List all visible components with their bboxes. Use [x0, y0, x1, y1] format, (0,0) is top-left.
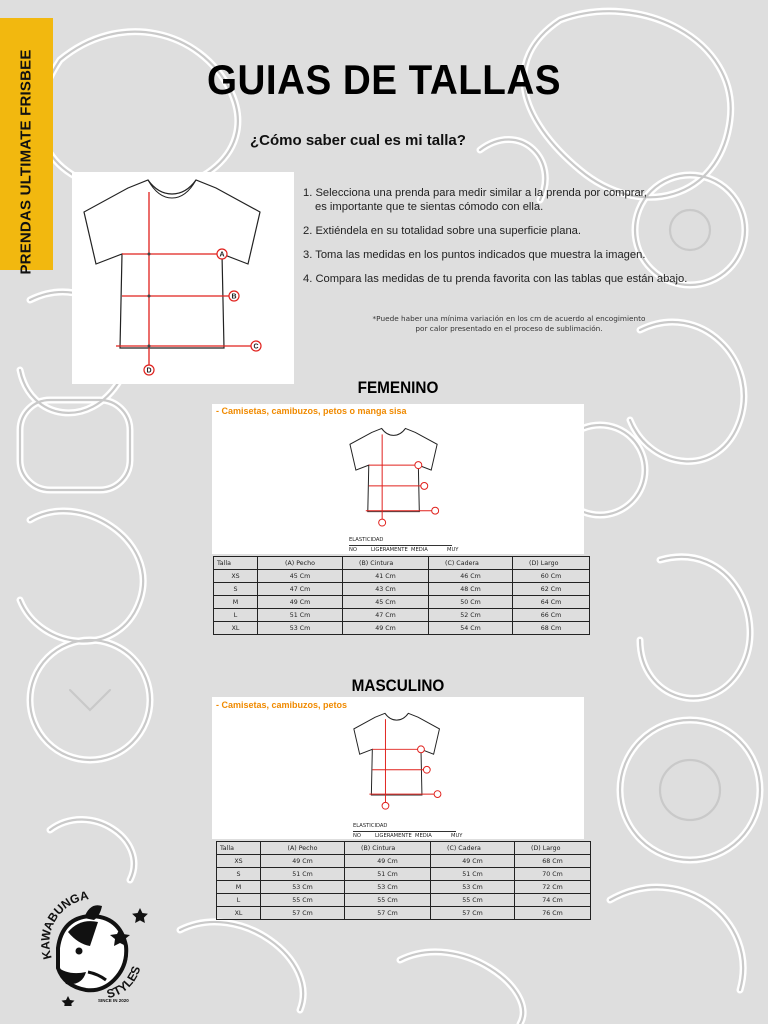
marker-b: B [231, 293, 237, 301]
table-cell: (B) Cintura [343, 557, 429, 570]
femenino-shirt-diagram [344, 422, 454, 532]
table-cell: 66 Cm [513, 609, 590, 622]
table-cell: 45 Cm [258, 570, 343, 583]
table-cell: (D) Largo [513, 557, 590, 570]
table-cell: (A) Pecho [261, 842, 345, 855]
side-label: PRENDAS ULTIMATE FRISBEE [17, 49, 35, 275]
table-cell: (A) Pecho [258, 557, 343, 570]
table-cell: (C) Cadera [429, 557, 513, 570]
table-cell: XS [214, 570, 258, 583]
table-cell: 50 Cm [429, 596, 513, 609]
table-cell: (B) Cintura [345, 842, 431, 855]
table-cell: M [214, 596, 258, 609]
table-cell: M [217, 881, 261, 894]
table-cell: 72 Cm [515, 881, 591, 894]
table-cell: 51 Cm [345, 868, 431, 881]
category-masculino: - Camisetas, camibuzos, petos [216, 700, 348, 710]
table-row [217, 881, 591, 894]
table-cell: 49 Cm [345, 855, 431, 868]
table-cell: 68 Cm [515, 855, 591, 868]
table-cell: 43 Cm [343, 583, 429, 596]
table-cell: 54 Cm [429, 622, 513, 635]
table-cell: XL [217, 907, 261, 920]
table-cell: 53 Cm [261, 881, 345, 894]
table-cell: 51 Cm [261, 868, 345, 881]
shirt-diagram-panel [72, 172, 294, 384]
table-cell: 57 Cm [431, 907, 515, 920]
table-row [214, 570, 590, 583]
tshirt-measure-diagram [72, 172, 294, 384]
table-cell: 55 Cm [345, 894, 431, 907]
table-cell: 76 Cm [515, 907, 591, 920]
elasticity-scale: ELASTICIDAD NO LIGERAMENTE MEDIA MUY [349, 537, 459, 553]
table-cell: 55 Cm [261, 894, 345, 907]
category-femenino: - Camisetas, camibuzos, petos o manga sisa [216, 406, 407, 416]
kawabunga-logo [28, 888, 160, 1006]
table-row [217, 894, 591, 907]
table-header-row [217, 842, 591, 855]
marker-d: D [146, 367, 152, 375]
table-cell: 57 Cm [345, 907, 431, 920]
table-cell: S [214, 583, 258, 596]
table-cell: 49 Cm [343, 622, 429, 635]
masculino-size-table [216, 841, 591, 920]
marker-c: C [253, 343, 259, 351]
table-cell: 52 Cm [429, 609, 513, 622]
table-cell: S [217, 868, 261, 881]
table-cell: 47 Cm [343, 609, 429, 622]
table-cell: 46 Cm [429, 570, 513, 583]
table-cell: 49 Cm [258, 596, 343, 609]
marker-a: A [219, 251, 225, 259]
instruction-step: 4. Compara las medidas de tu prenda favorita con las tablas que están abajo. [303, 273, 688, 285]
table-cell: XS [217, 855, 261, 868]
table-cell: 68 Cm [513, 622, 590, 635]
table-cell: 60 Cm [513, 570, 590, 583]
table-cell: 49 Cm [431, 855, 515, 868]
table-cell: L [217, 894, 261, 907]
table-row [217, 855, 591, 868]
instructions-list [303, 186, 743, 296]
table-cell: 51 Cm [258, 609, 343, 622]
table-cell: Talla [214, 557, 258, 570]
logo-since: SINCE IN 2020 [98, 998, 129, 1003]
table-cell: 47 Cm [258, 583, 343, 596]
logo-bottom-text: STYLES [105, 964, 144, 1002]
table-header-row [214, 557, 590, 570]
table-cell: 41 Cm [343, 570, 429, 583]
table-cell: 55 Cm [431, 894, 515, 907]
section-title-masculino: MASCULINO [351, 676, 445, 695]
table-cell: 53 Cm [345, 881, 431, 894]
elasticity-scale: ELASTICIDAD NO LIGERAMENTE MEDIA MUY [353, 823, 463, 839]
table-cell: 70 Cm [515, 868, 591, 881]
table-row [217, 868, 591, 881]
page-title: GUIAS DE TALLAS [207, 56, 561, 103]
table-cell: L [214, 609, 258, 622]
table-cell: 57 Cm [261, 907, 345, 920]
table-cell: (C) Cadera [431, 842, 515, 855]
table-cell: 74 Cm [515, 894, 591, 907]
sublimation-note: *Puede haber una mínima variación en los cm de acuerdo al encogimiento por calor presentado en el proceso de sublimación. [372, 314, 646, 333]
table-cell: 45 Cm [343, 596, 429, 609]
instruction-step: 3. Toma las medidas en los puntos indicados que muestra la imagen. [303, 249, 646, 261]
table-cell: (D) Largo [515, 842, 591, 855]
table-cell: XL [214, 622, 258, 635]
table-row [214, 609, 590, 622]
masculino-shirt-diagram [348, 708, 456, 814]
table-row [217, 907, 591, 920]
table-row [214, 596, 590, 609]
instruction-step: 2. Extiéndela en su totalidad sobre una superficie plana. [303, 225, 582, 237]
table-cell: 49 Cm [261, 855, 345, 868]
section-title-femenino: FEMENINO [357, 378, 439, 397]
table-cell: 64 Cm [513, 596, 590, 609]
instruction-step: 1. Selecciona una prenda para medir similar a la prenda por comprar, es importante que te sientas cómodo con ella. [303, 187, 647, 213]
table-cell: 48 Cm [429, 583, 513, 596]
table-cell: Talla [217, 842, 261, 855]
femenino-size-table [213, 556, 590, 635]
table-row [214, 622, 590, 635]
table-cell: 51 Cm [431, 868, 515, 881]
table-cell: 53 Cm [431, 881, 515, 894]
page-subtitle: ¿Cómo saber cual es mi talla? [250, 132, 466, 149]
table-cell: 62 Cm [513, 583, 590, 596]
table-cell: 53 Cm [258, 622, 343, 635]
table-row [214, 583, 590, 596]
logo-top-text: KAWABUNGA [38, 888, 90, 961]
